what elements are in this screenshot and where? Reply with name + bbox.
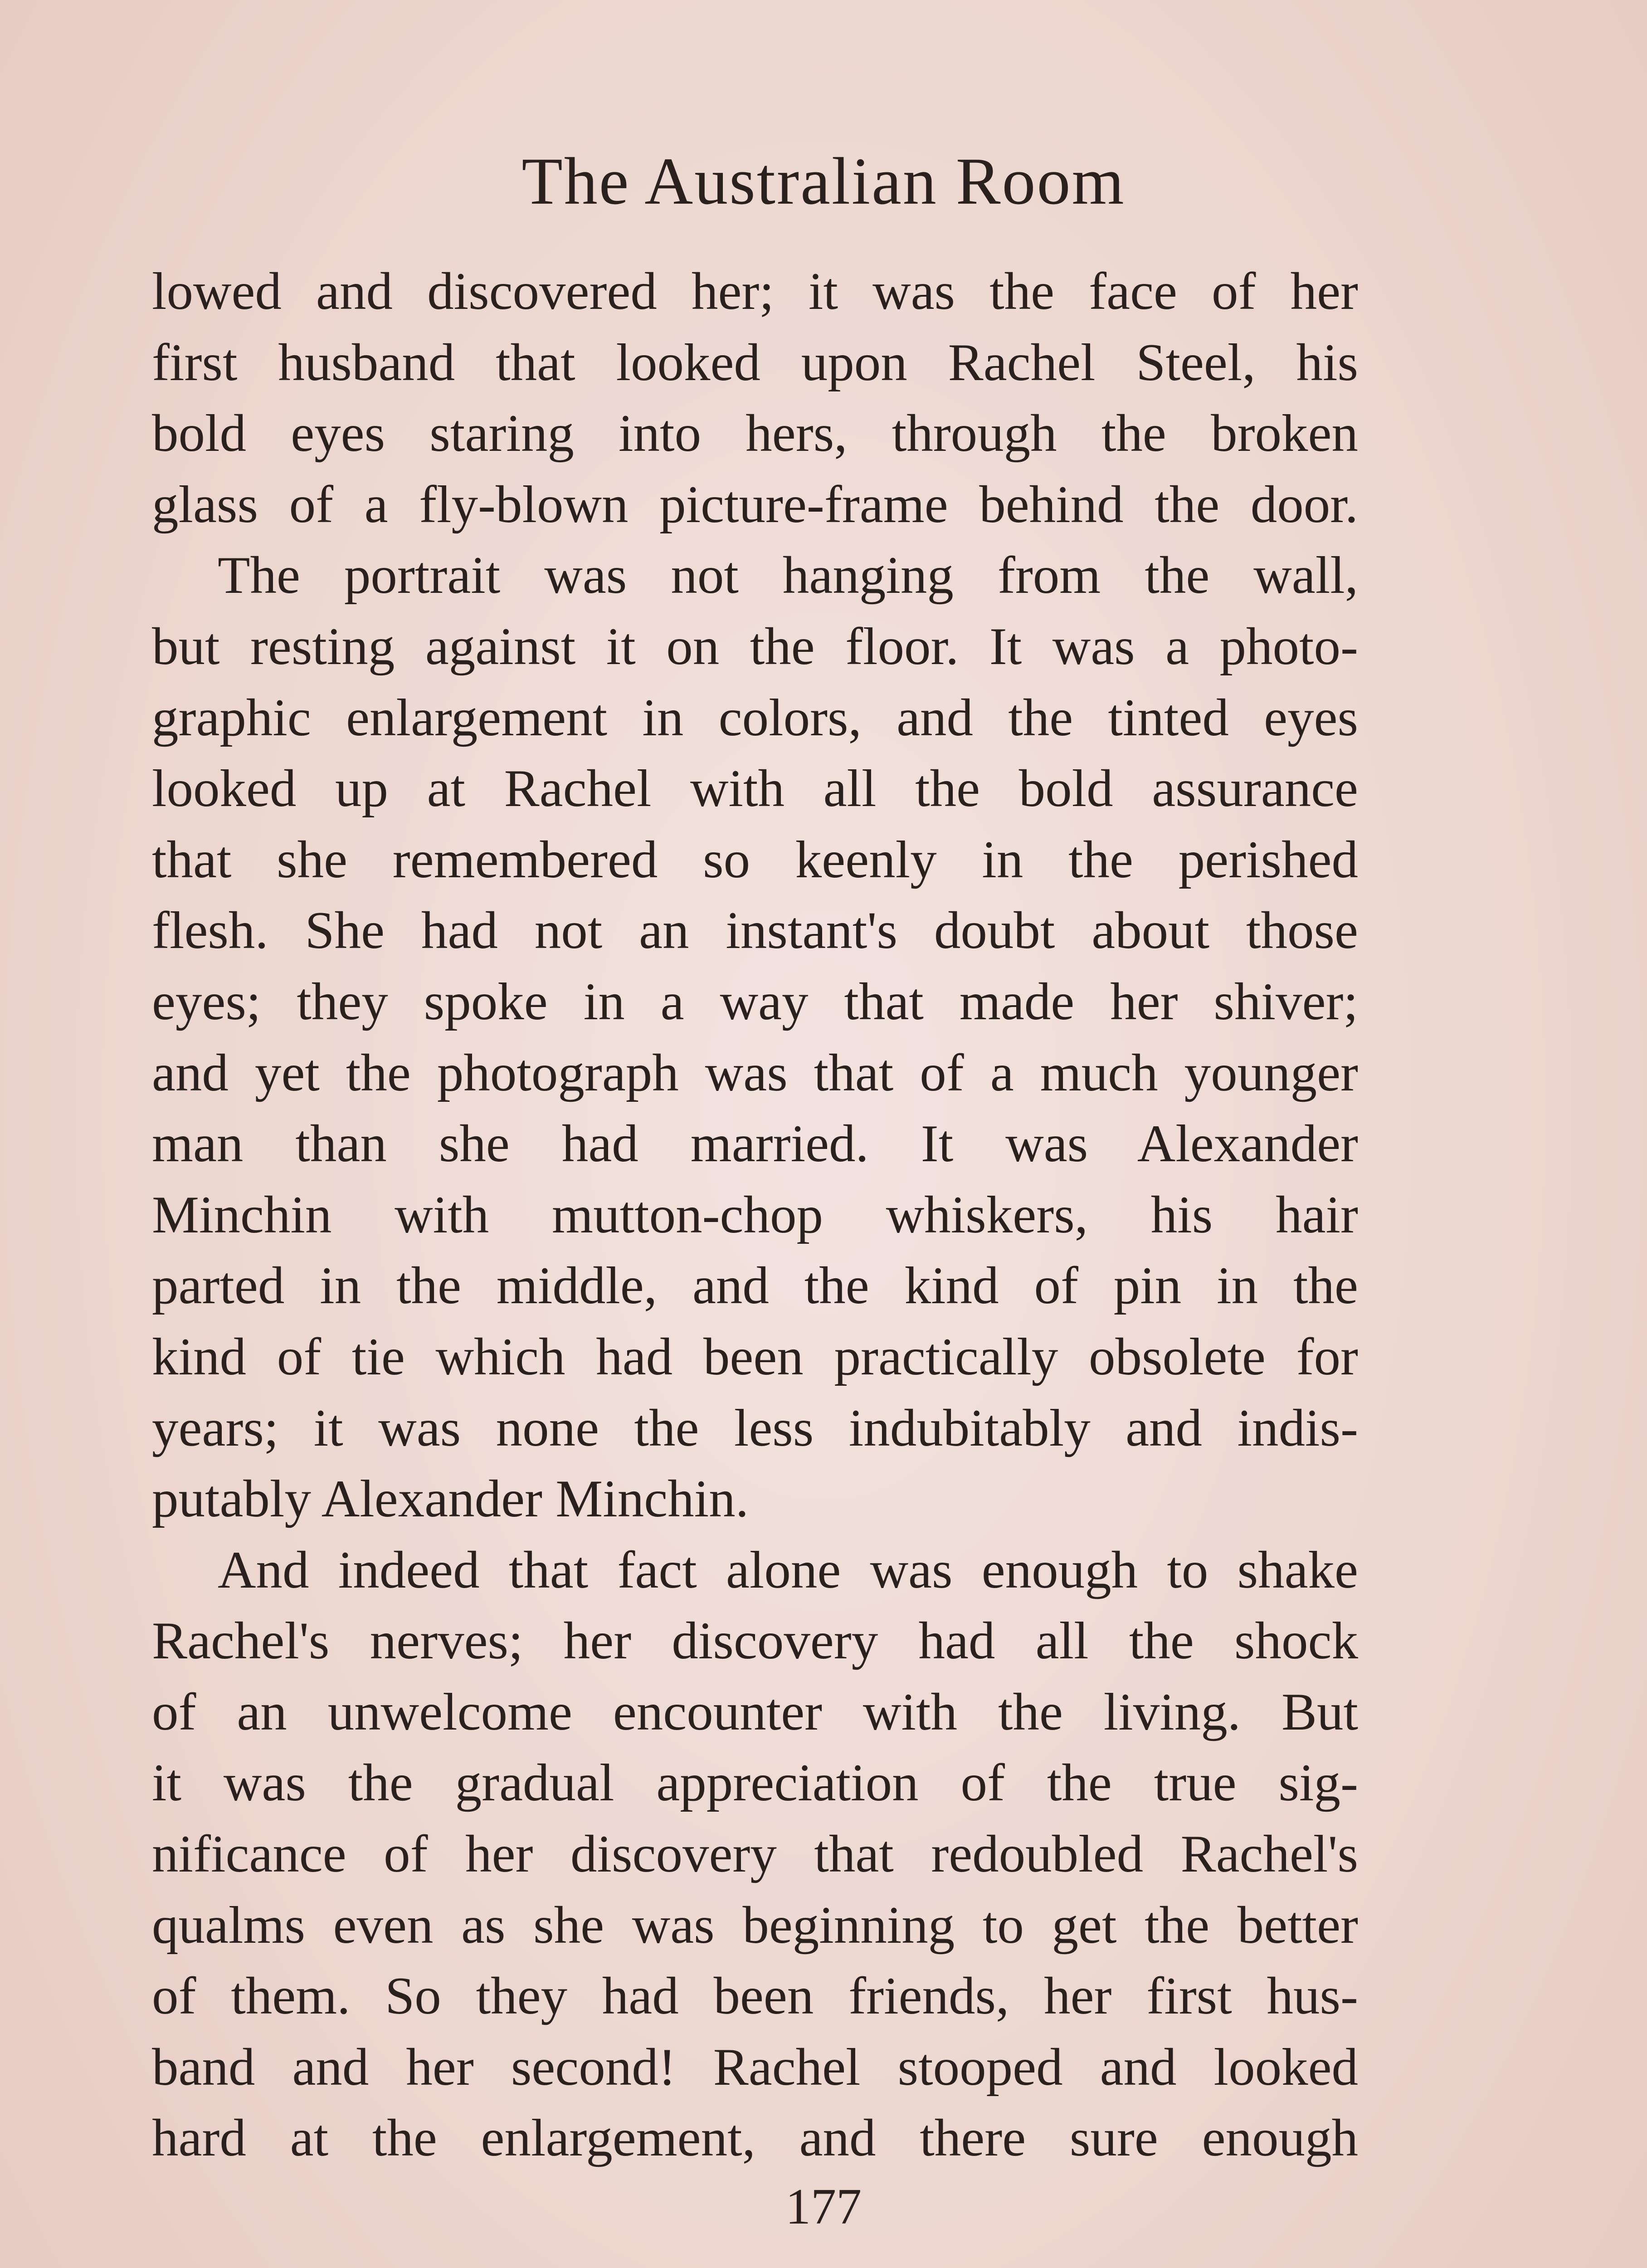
text-line: parted in the middle, and the kind of pin in the	[152, 1256, 1358, 1315]
text-line: of an unwelcome encounter with the living. But	[152, 1682, 1358, 1741]
text-line: of them. So they had been friends, her first hus-	[152, 1967, 1358, 2026]
text-line: first husband that looked upon Rachel Steel, his	[152, 333, 1358, 392]
text-line: looked up at Rachel with all the bold assurance	[152, 759, 1358, 818]
running-head: The Australian Room	[521, 144, 1126, 219]
text-line: eyes; they spoke in a way that made her shiver;	[152, 972, 1358, 1031]
text-line: Rachel's nerves; her discovery had all the shock	[152, 1612, 1358, 1671]
text-line: that she remembered so keenly in the perished	[152, 830, 1358, 889]
text-line: band and her second! Rachel stooped and looked	[152, 2038, 1358, 2097]
body-text	[152, 256, 1358, 2174]
text-line: kind of tie which had been practically obsolete for	[152, 1327, 1358, 1386]
text-line: and yet the photograph was that of a much younger	[152, 1043, 1358, 1102]
text-line: hard at the enlargement, and there sure enough	[152, 2109, 1358, 2168]
page-number: 177	[785, 2179, 862, 2235]
text-line: it was the gradual appreciation of the true sig-	[152, 1754, 1358, 1813]
text-line: man than she had married. It was Alexander	[152, 1114, 1358, 1173]
text-line: bold eyes staring into hers, through the broken	[152, 404, 1358, 463]
text-line: And indeed that fact alone was enough to shake	[218, 1540, 1358, 1599]
text-line: but resting against it on the floor. It was a photo-	[152, 617, 1358, 676]
text-line: The portrait was not hanging from the wall,	[218, 546, 1358, 605]
text-line: Minchin with mutton-chop whiskers, his hair	[152, 1185, 1358, 1244]
text-line: graphic enlargement in colors, and the tinted eyes	[152, 688, 1358, 747]
text-line: glass of a fly-blown picture-frame behind the door.	[152, 475, 1358, 534]
text-line: years; it was none the less indubitably and indis-	[152, 1398, 1358, 1457]
text-line: qualms even as she was beginning to get the better	[152, 1896, 1358, 1955]
text-line: nificance of her discovery that redoubled Rachel's	[152, 1825, 1358, 1884]
text-line: putably Alexander Minchin.	[152, 1470, 749, 1529]
text-line: flesh. She had not an instant's doubt about those	[152, 901, 1358, 960]
text-line: lowed and discovered her; it was the face of her	[152, 262, 1358, 321]
